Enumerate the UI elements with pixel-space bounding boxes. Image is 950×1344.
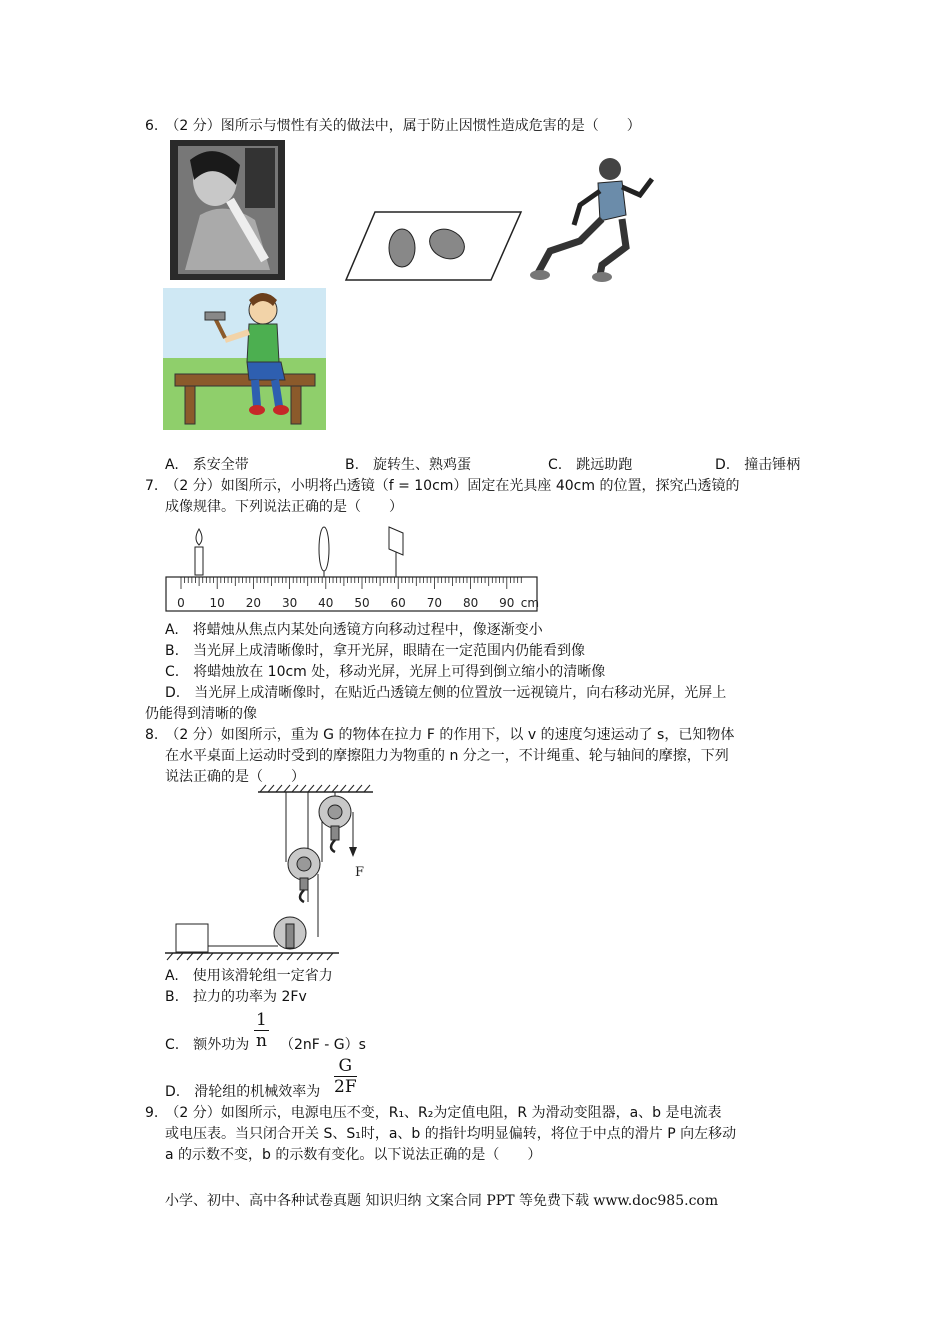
q8-option-b[interactable]: B. 拉力的功率为 2Fv	[165, 989, 307, 1005]
q8-stem-line2: 在水平桌面上运动时受到的摩擦阻力为物重的 n 分之一，不计绳重、轮与轴间的摩擦，下列	[165, 748, 729, 764]
force-arrow	[349, 847, 357, 857]
fraction-denominator: 2F	[334, 1077, 357, 1097]
ruler-label: 60	[390, 596, 406, 610]
ruler-label: 30	[281, 596, 298, 610]
q7-stem-line1: 7. （2 分）如图所示，小明将凸透镜（f = 10cm）固定在光具座 40cm 的位置，探究凸透镜的	[145, 478, 740, 494]
page-footer: 小学、初中、高中各种试卷真题 知识归纳 文案合同 PPT 等免费下载 www.doc985.com	[165, 1193, 719, 1209]
q8-option-a[interactable]: A. 使用该滑轮组一定省力	[165, 968, 333, 984]
fraction-numerator: 1	[256, 1010, 267, 1030]
q8-option-c-prefix[interactable]: C. 额外功为	[165, 1037, 250, 1053]
ruler-label: 80	[462, 596, 479, 610]
q7-option-c[interactable]: C. 将蜡烛放在 10cm 处，移动光屏，光屏上可得到倒立缩小的清晰像	[165, 664, 606, 680]
hammer-figure	[163, 288, 326, 430]
eggs-figure	[345, 210, 523, 282]
q8-stem-line1: 8. （2 分）如图所示，重为 G 的物体在拉力 F 的作用下，以 v 的速度匀速运动了 s，已知物体	[145, 727, 735, 743]
candle-flame	[196, 529, 202, 545]
q7-option-d[interactable]: D. 当光屏上成清晰像时，在贴近凸透镜左侧的位置放一远视镜片，向右移动光屏，光屏上	[165, 685, 727, 701]
q6-option-b[interactable]: B. 旋转生、熟鸡蛋	[345, 457, 472, 473]
convex-lens	[319, 527, 329, 571]
q8-option-d-fraction	[334, 1056, 357, 1097]
fraction-numerator: G	[334, 1056, 357, 1077]
seatbelt-photo	[170, 140, 285, 280]
q9-stem-line1: 9. （2 分）如图所示，电源电压不变，R₁、R₂为定值电阻，R 为滑动变阻器，a、b 是电流表	[145, 1105, 722, 1121]
ruler-label: 70	[426, 596, 443, 610]
q6-stem: 6. （2 分）图所示与惯性有关的做法中，属于防止因惯性造成危害的是（ ）	[145, 118, 641, 134]
light-screen	[389, 527, 403, 555]
q7-stem-line2: 成像规律。下列说法正确的是（ ）	[165, 499, 403, 515]
q7-option-d-cont: 仍能得到清晰的像	[145, 706, 257, 722]
q8-stem-line3: 说法正确的是（ ）	[165, 769, 305, 785]
optical-bench-figure	[165, 525, 540, 615]
ruler-label: 20	[245, 596, 262, 610]
runner-figure	[530, 155, 660, 285]
q7-option-b[interactable]: B. 当光屏上成清晰像时，拿开光屏，眼睛在一定范围内仍能看到像	[165, 643, 586, 659]
q6-option-d[interactable]: D. 撞击锤柄	[715, 457, 801, 473]
force-label: F	[355, 865, 365, 880]
ruler-label: 10	[209, 596, 225, 610]
pulley-system-figure	[163, 782, 365, 962]
ruler-label: 0	[177, 596, 185, 610]
fraction-denominator: n	[255, 1031, 267, 1051]
q9-stem-line3: a 的示数不变，b 的示数有变化。以下说法正确的是（ ）	[165, 1147, 542, 1163]
candle	[195, 547, 203, 575]
ruler-unit: cm	[520, 596, 540, 610]
q8-option-c-suffix: （2nF - G）s	[280, 1037, 366, 1053]
ruler-label: 40	[318, 596, 334, 610]
q6-option-a[interactable]: A. 系安全带	[165, 457, 249, 473]
block	[176, 924, 208, 952]
ruler-label: 50	[354, 596, 370, 610]
q6-option-c[interactable]: C. 跳远助跑	[548, 457, 633, 473]
ruler-label: 90	[499, 596, 515, 610]
q9-stem-line2: 或电压表。当只闭合开关 S、S₁时，a、b 的指针均明显偏转，将位于中点的滑片 P 向左移动	[165, 1126, 737, 1142]
q8-option-c-fraction	[254, 1010, 269, 1051]
q7-option-a[interactable]: A. 将蜡烛从焦点内某处向透镜方向移动过程中，像逐渐变小	[165, 622, 543, 638]
q8-option-d-prefix[interactable]: D. 滑轮组的机械效率为	[165, 1084, 321, 1100]
